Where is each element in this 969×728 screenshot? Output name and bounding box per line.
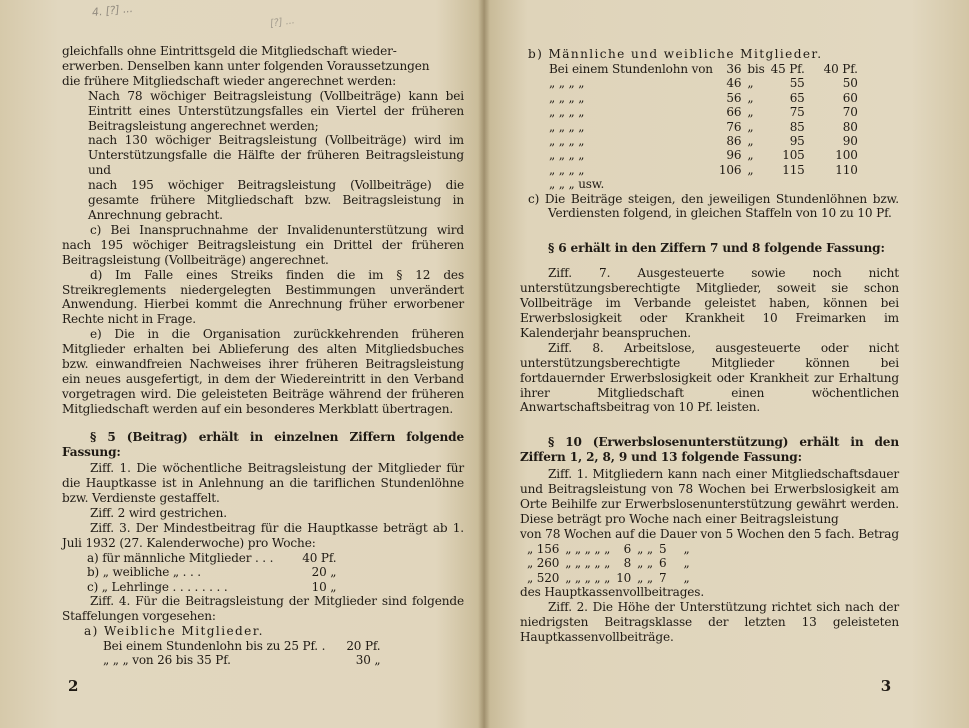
table-row: „ „ „ „ 46 „ 55 50 — [546, 76, 861, 90]
ziffer-1-section-10: Ziff. 1. Mitgliedern kann nach einer Mitgliedschaftsdauer und Beitragsleistung von 78 Wochen bei Erwerbslosigkeit am Orte Beihilfe zur Erwerbslosenunterstützung gewährt werden. Diese beträgt pro Woche nach einer Beitragsleistung — [520, 467, 899, 526]
row-lead: „ „ „ usw. — [549, 177, 605, 192]
row-from: 96 — [726, 148, 742, 163]
text-line: erwerben. Denselben kann unter folgenden Voraussetzungen — [62, 58, 430, 73]
row-to: 95 — [789, 133, 805, 148]
row-to: 115 — [782, 162, 805, 177]
paragraph-e: e) Die in die Organisation zurückkehrenden früheren Mitglieder erhalten bei Ablieferung des alten Mitgliedsbuches bzw. einwandfreien Nachweises ihrer früheren Beitragsleistung ein neues ausgefertigt, in dem der Wiedereintritt in den Verband vorgetragen wird. Die geleisteten Beiträge während der früheren Mitgliedschaft werden auf ein besonderes Merkblatt übertragen. — [62, 327, 464, 416]
row-lead: „ „ „ „ — [549, 162, 585, 177]
row-lead: „ „ „ „ — [549, 148, 585, 163]
handwritten-note-2: [?] ... — [269, 15, 296, 30]
row-ditto-end: „ — [683, 570, 690, 585]
section-5-heading: § 5 (Beitrag) erhält in einzelnen Ziffern folgende Fassung: — [62, 429, 464, 459]
subheading-female-members: a) Weibliche Mitglieder. — [84, 623, 264, 638]
row-ditto: „ „ — [637, 556, 653, 571]
row-fee: 40 Pf. — [823, 61, 858, 76]
row-ditto-end: „ — [683, 556, 690, 571]
row-from: 106 — [718, 162, 742, 177]
row-ditto: „ „ „ „ „ — [565, 541, 611, 556]
row-fee: 80 — [842, 119, 858, 134]
row-lead: „ „ „ „ — [549, 90, 585, 105]
benefit-tail: des Hauptkassenvollbeitrages. — [520, 584, 705, 599]
paragraph-c-right: c) Die Beiträge steigen, den jeweiligen Stundenlöhnen bzw. Verdiensten folgend, in gleichen Staffeln von 10 zu 10 Pf. — [528, 191, 899, 221]
row-fee: 50 — [842, 76, 858, 91]
table-row: „ „ „ „ 106 „ 115 110 — [546, 163, 861, 177]
ziffer-7: Ziff. 7. Ausgesteuerte sowie noch nicht unterstützungsberechtigte Mitglieder, soweit sie schon Vollbeiträge im Verbande geleistet haben, können bei Erwerbslosigkeit oder Krankheit 10 Freimarken im Kalenderjahr beanspruchen. — [520, 266, 899, 340]
table-row — [84, 580, 339, 594]
paragraph-78-weeks: Nach 78 wöchiger Beitragsleistung (Vollbeiträge) kann bei Eintritt eines Unterstützungsfalles ein Viertel der früheren Beitragsleistung angerechnet werden; — [88, 88, 464, 133]
section-10-heading: § 10 (Erwerbslosenunterstützung) erhält in den Ziffern 1, 2, 8, 9 und 13 folgende Fassung: — [520, 435, 899, 465]
table-row: „ „ „ „ 86 „ 95 90 — [546, 134, 861, 148]
subheading-male-female-members: b) Männliche und weibliche Mitglieder. — [528, 47, 823, 61]
ziffer-8: Ziff. 8. Arbeitslose, ausgesteuerte oder nicht unterstützungsberechtigte Mitglieder können bei fortdauernder Erwerbslosigkeit oder Krankheit zur Erhaltung ihrer Mitgliedschaft einen wöchentlichen Anwartschaftsbeitrag von 10 Pf. leisten. — [520, 340, 899, 415]
table-row — [546, 177, 861, 191]
row-weeks: „ 156 — [527, 541, 560, 556]
row-lead: Bei einem Stundenlohn von — [549, 61, 713, 76]
table-row — [84, 565, 339, 579]
row-duration: 6 — [623, 541, 632, 556]
row-to: 55 — [789, 76, 805, 91]
paragraph-c: c) Bei Inanspruchnahme der Invalidenunterstützung wird nach 195 wöchiger Beitragsleistung ein Drittel der früheren Beitragsleistung (Vollbeiträge) angerechnet. — [62, 222, 464, 267]
row-label: b) „ weibliche „ . . . — [87, 565, 201, 580]
row-from: 66 — [726, 105, 742, 120]
page-number: 3 — [880, 677, 891, 696]
row-value: 20 „ — [311, 565, 337, 580]
table-row: „ „ „ „ 56 „ 65 60 — [546, 91, 861, 105]
row-factor: 5 — [658, 541, 667, 556]
row-factor: 7 — [658, 570, 667, 585]
row-from: 86 — [726, 133, 742, 148]
row-fee: 60 — [842, 90, 858, 105]
row-value: 40 Pf. — [302, 550, 337, 565]
ziffer-2: Ziff. 2 wird gestrichen. — [90, 506, 227, 521]
row-fee: 90 — [842, 133, 858, 148]
paragraph-195-weeks: nach 195 wöchiger Beitragsleistung (Vollbeiträge) die gesamte frühere Mitgliedschaft bzw. Beitragsleistung in Anrechnung gebracht. — [88, 178, 464, 222]
row-label: „ „ „ von 26 bis 35 Pf. — [103, 653, 231, 668]
table-row — [100, 639, 383, 653]
table-row: „ „ „ „ 76 „ 85 80 — [546, 120, 861, 134]
ziffer-2-section-10: Ziff. 2. Die Höhe der Unterstützung richtet sich nach der niedrigsten Beitragsklasse der letzten 13 geleisteten Hauptkassenvollbeiträge. — [520, 599, 899, 644]
hourly-wage-fee-table — [546, 62, 861, 192]
row-value: 20 Pf. — [346, 638, 381, 653]
row-lead: „ „ „ „ — [549, 133, 585, 148]
row-from: 46 — [726, 76, 742, 91]
text-line: die frühere Mitgliedschaft wieder angerechnet werden: — [62, 73, 397, 88]
ziffer-1: Ziff. 1. Die wöchentliche Beitragsleistung der Mitglieder für die Hauptkasse ist in Anlehnung an die tariflichen Stundenlöhne bzw. Verdienste gestaffelt. — [62, 461, 464, 506]
section-6-heading: § 6 erhält in den Ziffern 7 und 8 folgende Fassung: — [548, 241, 885, 256]
row-value: 30 „ — [355, 653, 381, 668]
table-row — [524, 556, 693, 570]
paragraph-d: d) Im Falle eines Streiks finden die im § 12 des Streikreglements niedergelegten Bestimmungen unverändert Anwendung. Hierbei kommt die Anrechnung früher erworbener Rechte nicht in Frage. — [62, 267, 464, 327]
row-label: Bei einem Stundenlohn bis zu 25 Pf. . — [103, 638, 326, 653]
table-row: „ „ „ „ 66 „ 75 70 — [546, 105, 861, 119]
table-row — [84, 551, 339, 565]
ziffer-4: Ziff. 4. Für die Beitragsleistung der Mitglieder sind folgende Staffelungen vorgesehen: — [62, 594, 464, 624]
paragraph-130-weeks: nach 130 wöchiger Beitragsleistung (Vollbeiträge) wird im Unterstützungsfalle die Hälfte der früheren Beitragsleistung und — [88, 133, 464, 178]
table-row — [524, 542, 693, 556]
female-fee-table — [100, 639, 383, 668]
row-factor: 6 — [658, 556, 667, 571]
row-ditto-end: „ — [683, 541, 690, 556]
row-duration: 10 — [616, 570, 632, 585]
row-to: 45 Pf. — [770, 61, 805, 76]
left-page — [0, 0, 484, 728]
row-ditto: „ „ — [637, 570, 653, 585]
row-ditto: „ „ „ „ „ — [565, 570, 611, 585]
table-row — [100, 653, 383, 667]
row-duration: 8 — [623, 556, 632, 571]
row-from: 56 — [726, 90, 742, 105]
right-page — [484, 0, 969, 728]
ziffer-3: Ziff. 3. Der Mindestbeitrag für die Hauptkasse beträgt ab 1. Juli 1932 (27. Kalenderwoche) pro Woche: — [62, 521, 464, 550]
row-fee: 110 — [835, 162, 858, 177]
row-lead: „ „ „ „ — [549, 105, 585, 120]
table-row: „ „ „ „ 96 „ 105 100 — [546, 148, 861, 162]
table-row: Bei einem Stundenlohn von 36 bis 45 Pf. 40 Pf. — [546, 62, 861, 76]
text-line: gleichfalls ohne Eintrittsgeld die Mitgliedschaft wieder- — [62, 44, 397, 58]
handwritten-note: 4. [?] ... — [91, 1, 134, 20]
row-to: 85 — [789, 119, 805, 134]
row-to: 75 — [789, 105, 805, 120]
row-fee: 70 — [842, 105, 858, 120]
row-from: 76 — [726, 119, 742, 134]
row-from: 36 — [726, 61, 742, 76]
row-weeks: „ 520 — [527, 570, 560, 585]
row-value: 10 „ — [311, 579, 337, 594]
row-to: 105 — [782, 148, 805, 163]
row-label: c) „ Lehrlinge . . . . . . . . — [87, 579, 228, 594]
book-gutter — [478, 0, 490, 728]
row-lead: „ „ „ „ — [549, 76, 585, 91]
row-fee: 100 — [835, 148, 858, 163]
minimum-fee-table — [84, 551, 339, 594]
row-to: 65 — [789, 90, 805, 105]
page-number: 2 — [68, 677, 79, 696]
benefit-line-78-weeks: von 78 Wochen auf die Dauer von 5 Wochen den 5 fach. Betrag — [520, 526, 899, 541]
row-ditto: „ „ — [637, 541, 653, 556]
row-label: a) für männliche Mitglieder . . . — [87, 550, 274, 565]
benefit-table — [524, 542, 693, 585]
row-lead: „ „ „ „ — [549, 119, 585, 134]
row-weeks: „ 260 — [527, 556, 560, 571]
table-row — [524, 571, 693, 585]
row-ditto: „ „ „ „ „ — [565, 556, 611, 571]
